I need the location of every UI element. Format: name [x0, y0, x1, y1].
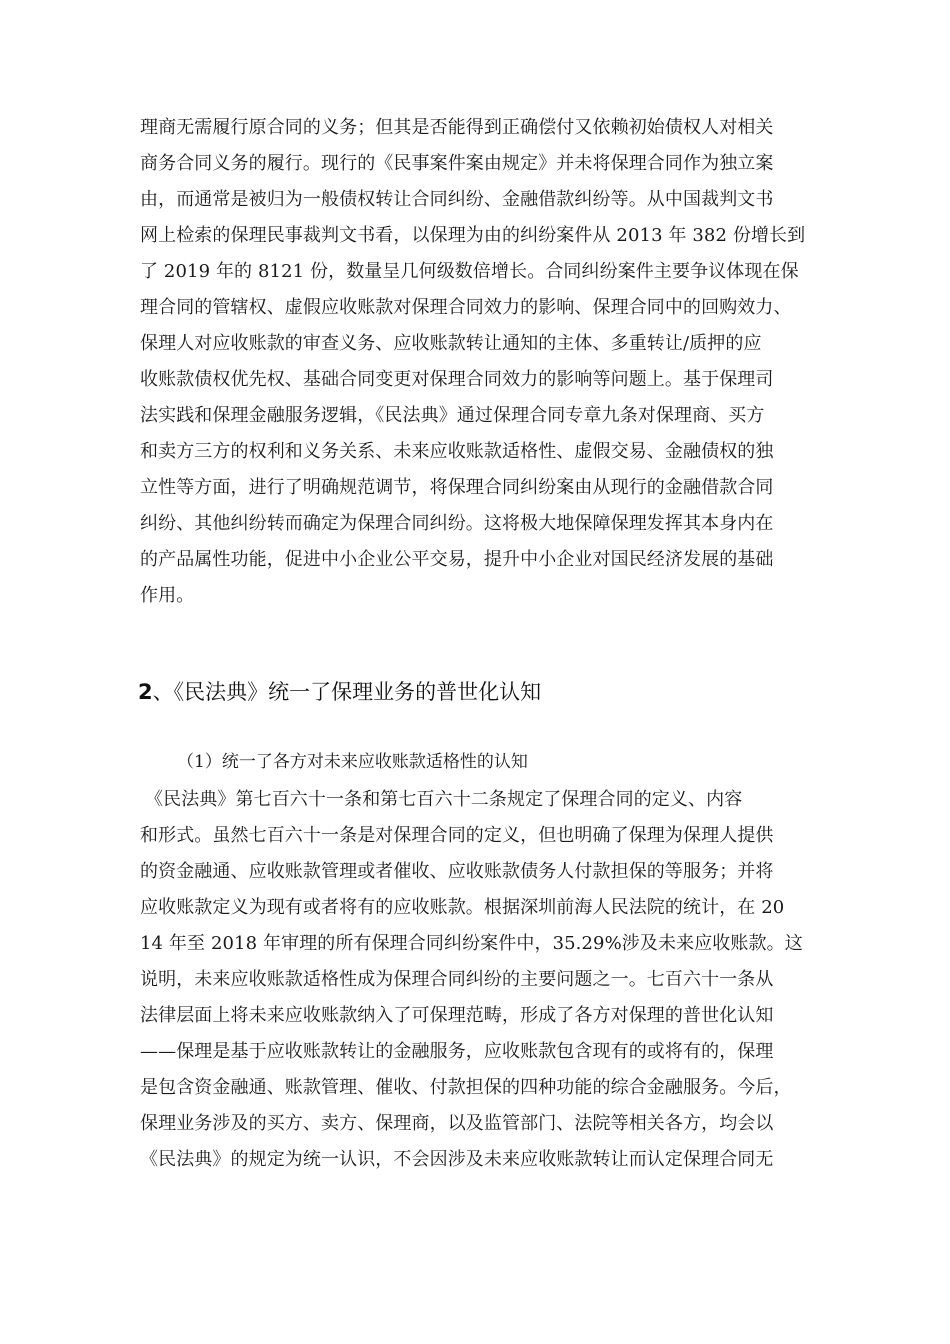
text-line: 法律层面上将未来应收账款纳入了可保理范畴，形成了各方对保理的普世化认知 — [140, 1005, 774, 1026]
subsection-heading: （1）统一了各方对未来应收账款适格性的认知 — [177, 752, 528, 772]
section-title: 《民法典》统一了保理业务的普世化认知 — [173, 680, 542, 704]
text-line: 保理业务涉及的买方、卖方、保理商，以及监管部门、法院等相关各方，均会以 — [140, 1113, 774, 1134]
text-line: 由，而通常是被归为一般债权转让合同纠纷、金融借款纠纷等。从中国裁判文书 — [140, 189, 774, 210]
text-line: 的资金融通、应收账款管理或者催收、应收账款债务人付款担保的等服务；并将 — [140, 861, 774, 882]
text-line: 法实践和保理金融服务逻辑，《民法典》通过保理合同专章九条对保理商、买方 — [140, 405, 765, 426]
section-heading — [138, 678, 541, 706]
text-line: 说明，未来应收账款适格性成为保理合同纠纷的主要问题之一。七百六十一条从 — [140, 969, 774, 990]
text-line: 了 2019 年的 8121 份，数量呈几何级数倍增长。合同纠纷案件主要争议体现在保 — [140, 261, 799, 282]
text-line: 收账款债权优先权、基础合同变更对保理合同效力的影响等问题上。基于保理司 — [140, 369, 774, 390]
text-line: 应收账款定义为现有或者将有的应收账款。根据深圳前海人民法院的统计，在 20 — [140, 897, 785, 918]
text-line: 理商无需履行原合同的义务；但其是否能得到正确偿付又依赖初始债权人对相关 — [140, 117, 774, 138]
text-line: 理合同的管辖权、虚假应收账款对保理合同效力的影响、保理合同中的回购效力、 — [140, 297, 792, 318]
section-number: 2 — [138, 680, 153, 704]
text-line: 的产品属性功能，促进中小企业公平交易，提升中小企业对国民经济发展的基础 — [140, 549, 774, 570]
text-line: 和形式。虽然七百六十一条是对保理合同的定义，但也明确了保理为保理人提供 — [140, 825, 774, 846]
text-line: 是包含资金融通、账款管理、催收、付款担保的四种功能的综合金融服务。今后， — [140, 1077, 792, 1098]
text-line: 商务合同义务的履行。现行的《民事案件案由规定》并未将保理合同作为独立案 — [140, 153, 774, 174]
section-separator: 、 — [152, 680, 174, 704]
text-line: 纠纷、其他纠纷转而确定为保理合同纠纷。这将极大地保障保理发挥其本身内在 — [140, 513, 774, 534]
text-line: 14 年至 2018 年审理的所有保理合同纠纷案件中，35.29%涉及未来应收账款。这 — [140, 933, 803, 954]
text-line: 作用。 — [140, 585, 195, 606]
text-line: 《民法典》的规定为统一认识，不会因涉及未来应收账款转让而认定保理合同无 — [140, 1149, 774, 1170]
text-line: 立性等方面，进行了明确规范调节，将保理合同纠纷案由从现行的金融借款合同 — [140, 477, 774, 498]
text-line: ——保理是基于应收账款转让的金融服务，应收账款包含现有的或将有的，保理 — [140, 1041, 774, 1062]
text-line: 和卖方三方的权利和义务关系、未来应收账款适格性、虚假交易、金融债权的独 — [140, 441, 774, 462]
text-line: 《民法典》第七百六十一条和第七百六十二条规定了保理合同的定义、内容 — [145, 789, 743, 810]
text-line: 网上检索的保理民事裁判文书看，以保理为由的纠纷案件从 2013 年 382 份增长到 — [140, 225, 806, 246]
text-line: 保理人对应收账款的审查义务、应收账款转让通知的主体、多重转让/质押的应 — [140, 333, 762, 354]
